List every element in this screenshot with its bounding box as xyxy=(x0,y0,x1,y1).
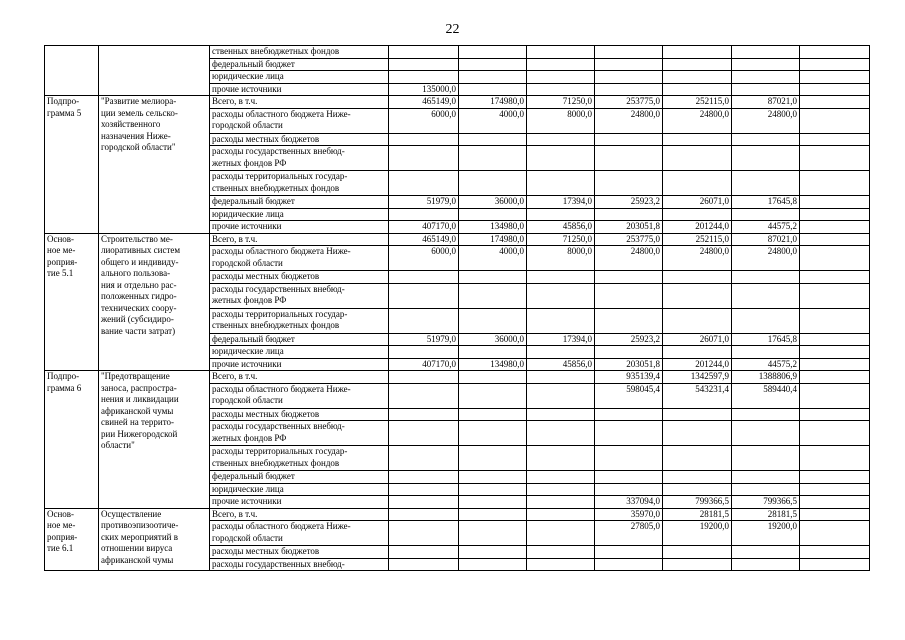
amount-cell: 17394,0 xyxy=(527,196,595,209)
amount-cell: 253775,0 xyxy=(595,233,663,246)
amount-cell xyxy=(800,221,870,234)
amount-cell: 87021,0 xyxy=(732,233,800,246)
program-name-cell xyxy=(45,46,99,96)
amount-cell xyxy=(732,421,800,446)
amount-cell xyxy=(800,208,870,221)
amount-cell: 174980,0 xyxy=(459,233,527,246)
amount-cell: 203051,8 xyxy=(595,221,663,234)
program-name-cell: Подпро- грамма 6 xyxy=(45,371,99,509)
amount-cell xyxy=(527,371,595,384)
amount-cell xyxy=(459,371,527,384)
amount-cell xyxy=(732,558,800,571)
amount-cell xyxy=(732,346,800,359)
amount-cell xyxy=(800,408,870,421)
amount-cell: 6000,0 xyxy=(389,246,459,271)
amount-cell xyxy=(459,496,527,509)
table-row xyxy=(45,96,870,109)
amount-cell xyxy=(800,446,870,471)
amount-cell xyxy=(800,508,870,521)
page-number: 22 xyxy=(445,22,460,37)
amount-cell xyxy=(389,308,459,333)
amount-cell: 465149,0 xyxy=(389,96,459,109)
funding-source-cell: федеральный бюджет xyxy=(210,471,389,484)
funding-source-cell: Всего, в т.ч. xyxy=(210,508,389,521)
funding-source-cell: федеральный бюджет xyxy=(210,58,389,71)
funding-source-cell: прочие источники xyxy=(210,83,389,96)
amount-cell xyxy=(527,308,595,333)
amount-cell xyxy=(459,408,527,421)
amount-cell xyxy=(459,271,527,284)
amount-cell: 25923,2 xyxy=(595,196,663,209)
amount-cell xyxy=(527,508,595,521)
funding-source-cell: юридические лица xyxy=(210,346,389,359)
amount-cell xyxy=(800,133,870,146)
funding-source-cell: Всего, в т.ч. xyxy=(210,371,389,384)
amount-cell: 201244,0 xyxy=(663,358,732,371)
amount-cell: 24800,0 xyxy=(595,108,663,133)
amount-cell xyxy=(527,471,595,484)
amount-cell xyxy=(800,171,870,196)
amount-cell xyxy=(595,471,663,484)
amount-cell xyxy=(389,546,459,559)
amount-cell: 135000,0 xyxy=(389,83,459,96)
amount-cell xyxy=(527,83,595,96)
amount-cell xyxy=(595,346,663,359)
amount-cell: 174980,0 xyxy=(459,96,527,109)
amount-cell: 17645,8 xyxy=(732,196,800,209)
amount-cell xyxy=(800,71,870,84)
amount-cell xyxy=(732,46,800,59)
amount-cell xyxy=(663,71,732,84)
amount-cell xyxy=(800,346,870,359)
amount-cell xyxy=(800,96,870,109)
amount-cell xyxy=(389,146,459,171)
amount-cell xyxy=(800,471,870,484)
amount-cell: 543231,4 xyxy=(663,383,732,408)
amount-cell: 36000,0 xyxy=(459,333,527,346)
table-row xyxy=(45,46,870,59)
amount-cell: 134980,0 xyxy=(459,358,527,371)
funding-source-cell: расходы государственных внебюд- жетных фондов РФ xyxy=(210,283,389,308)
amount-cell: 27805,0 xyxy=(595,521,663,546)
amount-cell xyxy=(732,171,800,196)
funding-source-cell: расходы государственных внебюд- xyxy=(210,558,389,571)
program-description-cell: "Предотвращение заноса, распростра- нения и ликвидации африканской чумы свиней на террито- рии Нижегородской области" xyxy=(99,371,210,509)
amount-cell xyxy=(663,133,732,146)
amount-cell xyxy=(663,346,732,359)
amount-cell: 17394,0 xyxy=(527,333,595,346)
funding-source-cell: расходы местных бюджетов xyxy=(210,271,389,284)
amount-cell xyxy=(527,383,595,408)
amount-cell: 87021,0 xyxy=(732,96,800,109)
funding-source-cell: расходы государственных внебюд- жетных фондов РФ xyxy=(210,146,389,171)
amount-cell: 252115,0 xyxy=(663,96,732,109)
amount-cell: 799366,5 xyxy=(663,496,732,509)
budget-table xyxy=(44,45,870,571)
amount-cell xyxy=(732,471,800,484)
amount-cell xyxy=(389,521,459,546)
amount-cell xyxy=(459,546,527,559)
amount-cell xyxy=(459,483,527,496)
amount-cell xyxy=(800,558,870,571)
funding-source-cell: юридические лица xyxy=(210,71,389,84)
funding-source-cell: расходы областного бюджета Ниже- городской области xyxy=(210,383,389,408)
amount-cell xyxy=(663,471,732,484)
amount-cell xyxy=(663,483,732,496)
amount-cell xyxy=(800,371,870,384)
amount-cell: 24800,0 xyxy=(732,246,800,271)
table-body xyxy=(45,46,870,571)
amount-cell xyxy=(527,271,595,284)
amount-cell xyxy=(459,208,527,221)
amount-cell xyxy=(389,421,459,446)
amount-cell xyxy=(800,196,870,209)
amount-cell xyxy=(663,421,732,446)
amount-cell xyxy=(527,496,595,509)
funding-source-cell: прочие источники xyxy=(210,358,389,371)
amount-cell: 44575,2 xyxy=(732,221,800,234)
funding-source-cell: юридические лица xyxy=(210,483,389,496)
amount-cell xyxy=(527,408,595,421)
funding-source-cell: расходы территориальных государ- ственных внебюджетных фондов xyxy=(210,171,389,196)
amount-cell xyxy=(595,146,663,171)
amount-cell xyxy=(595,171,663,196)
amount-cell xyxy=(732,71,800,84)
amount-cell xyxy=(800,546,870,559)
amount-cell: 407170,0 xyxy=(389,358,459,371)
amount-cell xyxy=(595,446,663,471)
amount-cell xyxy=(800,358,870,371)
amount-cell: 19200,0 xyxy=(663,521,732,546)
amount-cell: 935139,4 xyxy=(595,371,663,384)
amount-cell xyxy=(527,483,595,496)
amount-cell xyxy=(800,271,870,284)
amount-cell xyxy=(527,71,595,84)
amount-cell xyxy=(663,283,732,308)
program-description-cell xyxy=(99,46,210,96)
amount-cell xyxy=(595,421,663,446)
amount-cell xyxy=(732,146,800,171)
amount-cell xyxy=(663,146,732,171)
amount-cell xyxy=(732,546,800,559)
amount-cell: 134980,0 xyxy=(459,221,527,234)
amount-cell xyxy=(459,58,527,71)
table-row xyxy=(45,371,870,384)
funding-source-cell: расходы областного бюджета Ниже- городской области xyxy=(210,246,389,271)
amount-cell: 51979,0 xyxy=(389,333,459,346)
funding-source-cell: расходы территориальных государ- ственных внебюджетных фондов xyxy=(210,308,389,333)
amount-cell: 24800,0 xyxy=(595,246,663,271)
funding-source-cell: расходы областного бюджета Ниже- городской области xyxy=(210,521,389,546)
amount-cell: 71250,0 xyxy=(527,96,595,109)
amount-cell xyxy=(800,83,870,96)
amount-cell: 24800,0 xyxy=(732,108,800,133)
amount-cell xyxy=(459,446,527,471)
amount-cell xyxy=(595,546,663,559)
amount-cell: 19200,0 xyxy=(732,521,800,546)
amount-cell: 598045,4 xyxy=(595,383,663,408)
amount-cell xyxy=(595,58,663,71)
funding-source-cell: Всего, в т.ч. xyxy=(210,233,389,246)
program-description-cell: "Развитие мелиора- ции земель сельско- хозяйственного назначения Ниже- городской области" xyxy=(99,96,210,234)
amount-cell xyxy=(663,408,732,421)
amount-cell xyxy=(527,146,595,171)
amount-cell xyxy=(800,383,870,408)
amount-cell xyxy=(459,283,527,308)
amount-cell xyxy=(459,471,527,484)
amount-cell xyxy=(732,208,800,221)
amount-cell xyxy=(663,446,732,471)
amount-cell: 589440,4 xyxy=(732,383,800,408)
amount-cell: 6000,0 xyxy=(389,108,459,133)
amount-cell xyxy=(459,171,527,196)
amount-cell xyxy=(527,283,595,308)
amount-cell: 4000,0 xyxy=(459,108,527,133)
funding-source-cell: расходы местных бюджетов xyxy=(210,408,389,421)
amount-cell xyxy=(595,71,663,84)
amount-cell: 8000,0 xyxy=(527,246,595,271)
amount-cell xyxy=(663,208,732,221)
amount-cell xyxy=(389,208,459,221)
amount-cell xyxy=(389,446,459,471)
amount-cell xyxy=(459,133,527,146)
amount-cell xyxy=(459,558,527,571)
amount-cell xyxy=(389,283,459,308)
amount-cell: 253775,0 xyxy=(595,96,663,109)
amount-cell xyxy=(732,446,800,471)
amount-cell: 17645,8 xyxy=(732,333,800,346)
amount-cell: 8000,0 xyxy=(527,108,595,133)
amount-cell xyxy=(732,308,800,333)
amount-cell: 28181,5 xyxy=(663,508,732,521)
amount-cell xyxy=(663,546,732,559)
funding-source-cell: расходы государственных внебюд- жетных фондов РФ xyxy=(210,421,389,446)
amount-cell: 44575,2 xyxy=(732,358,800,371)
amount-cell xyxy=(527,558,595,571)
amount-cell: 201244,0 xyxy=(663,221,732,234)
amount-cell xyxy=(459,421,527,446)
amount-cell xyxy=(459,521,527,546)
funding-source-cell: прочие источники xyxy=(210,496,389,509)
table-row xyxy=(45,508,870,521)
funding-source-cell: Всего, в т.ч. xyxy=(210,96,389,109)
amount-cell xyxy=(459,83,527,96)
amount-cell xyxy=(595,133,663,146)
amount-cell xyxy=(732,283,800,308)
amount-cell xyxy=(800,421,870,446)
amount-cell: 71250,0 xyxy=(527,233,595,246)
amount-cell: 24800,0 xyxy=(663,108,732,133)
amount-cell xyxy=(527,46,595,59)
amount-cell xyxy=(389,471,459,484)
funding-source-cell: расходы местных бюджетов xyxy=(210,133,389,146)
amount-cell xyxy=(389,383,459,408)
table-row xyxy=(45,233,870,246)
program-name-cell: Основ- ное ме- роприя- тие 6.1 xyxy=(45,508,99,571)
amount-cell xyxy=(595,46,663,59)
program-name-cell: Основ- ное ме- роприя- тие 5.1 xyxy=(45,233,99,371)
amount-cell xyxy=(527,421,595,446)
amount-cell xyxy=(732,133,800,146)
amount-cell xyxy=(800,46,870,59)
amount-cell xyxy=(800,108,870,133)
amount-cell xyxy=(595,83,663,96)
amount-cell: 25923,2 xyxy=(595,333,663,346)
amount-cell xyxy=(663,58,732,71)
amount-cell xyxy=(595,208,663,221)
amount-cell: 51979,0 xyxy=(389,196,459,209)
amount-cell xyxy=(389,46,459,59)
amount-cell: 1342597,9 xyxy=(663,371,732,384)
amount-cell: 35970,0 xyxy=(595,508,663,521)
amount-cell xyxy=(800,521,870,546)
amount-cell xyxy=(800,146,870,171)
amount-cell: 337094,0 xyxy=(595,496,663,509)
amount-cell xyxy=(389,171,459,196)
funding-source-cell: прочие источники xyxy=(210,221,389,234)
amount-cell xyxy=(527,208,595,221)
amount-cell: 26071,0 xyxy=(663,333,732,346)
amount-cell: 26071,0 xyxy=(663,196,732,209)
funding-source-cell: ственных внебюджетных фондов xyxy=(210,46,389,59)
amount-cell xyxy=(800,58,870,71)
amount-cell xyxy=(527,346,595,359)
amount-cell xyxy=(527,521,595,546)
amount-cell xyxy=(800,496,870,509)
amount-cell: 799366,5 xyxy=(732,496,800,509)
amount-cell xyxy=(389,371,459,384)
amount-cell xyxy=(663,558,732,571)
amount-cell xyxy=(595,308,663,333)
amount-cell xyxy=(732,58,800,71)
funding-source-cell: расходы местных бюджетов xyxy=(210,546,389,559)
amount-cell: 36000,0 xyxy=(459,196,527,209)
amount-cell xyxy=(459,383,527,408)
amount-cell: 45856,0 xyxy=(527,358,595,371)
amount-cell xyxy=(800,233,870,246)
amount-cell xyxy=(389,483,459,496)
amount-cell xyxy=(527,446,595,471)
amount-cell xyxy=(800,246,870,271)
amount-cell xyxy=(663,46,732,59)
amount-cell xyxy=(389,133,459,146)
funding-source-cell: расходы территориальных государ- ственных внебюджетных фондов xyxy=(210,446,389,471)
amount-cell: 4000,0 xyxy=(459,246,527,271)
amount-cell xyxy=(527,133,595,146)
amount-cell xyxy=(459,71,527,84)
amount-cell xyxy=(732,83,800,96)
amount-cell xyxy=(800,333,870,346)
amount-cell: 407170,0 xyxy=(389,221,459,234)
program-description-cell: Осуществление противоэпизоотиче- ских мероприятий в отношении вируса африканской чумы xyxy=(99,508,210,571)
amount-cell xyxy=(459,308,527,333)
amount-cell xyxy=(527,171,595,196)
funding-source-cell: юридические лица xyxy=(210,208,389,221)
amount-cell xyxy=(732,271,800,284)
amount-cell xyxy=(663,171,732,196)
amount-cell xyxy=(800,308,870,333)
amount-cell: 24800,0 xyxy=(663,246,732,271)
amount-cell xyxy=(663,83,732,96)
amount-cell xyxy=(389,496,459,509)
amount-cell xyxy=(389,558,459,571)
amount-cell xyxy=(595,271,663,284)
amount-cell xyxy=(595,283,663,308)
amount-cell: 252115,0 xyxy=(663,233,732,246)
amount-cell: 28181,5 xyxy=(732,508,800,521)
amount-cell xyxy=(389,271,459,284)
amount-cell xyxy=(527,546,595,559)
amount-cell xyxy=(459,46,527,59)
amount-cell: 1388806,9 xyxy=(732,371,800,384)
amount-cell xyxy=(459,146,527,171)
amount-cell xyxy=(389,58,459,71)
funding-source-cell: расходы областного бюджета Ниже- городской области xyxy=(210,108,389,133)
amount-cell xyxy=(800,483,870,496)
funding-source-cell: федеральный бюджет xyxy=(210,333,389,346)
amount-cell xyxy=(389,71,459,84)
amount-cell: 465149,0 xyxy=(389,233,459,246)
program-description-cell: Строительство ме- лиоративных систем общего и индивиду- ального пользова- ния и отдельно рас- положенных гидро- технических соору- жений (субсидиро- вание части затрат) xyxy=(99,233,210,371)
amount-cell xyxy=(663,308,732,333)
amount-cell: 203051,8 xyxy=(595,358,663,371)
amount-cell xyxy=(663,271,732,284)
amount-cell xyxy=(389,408,459,421)
amount-cell: 45856,0 xyxy=(527,221,595,234)
amount-cell xyxy=(732,408,800,421)
amount-cell xyxy=(595,408,663,421)
program-name-cell: Подпро- грамма 5 xyxy=(45,96,99,234)
amount-cell xyxy=(459,508,527,521)
amount-cell xyxy=(595,558,663,571)
amount-cell xyxy=(800,283,870,308)
amount-cell xyxy=(595,483,663,496)
amount-cell xyxy=(732,483,800,496)
amount-cell xyxy=(459,346,527,359)
amount-cell xyxy=(389,508,459,521)
amount-cell xyxy=(527,58,595,71)
amount-cell xyxy=(389,346,459,359)
funding-source-cell: федеральный бюджет xyxy=(210,196,389,209)
